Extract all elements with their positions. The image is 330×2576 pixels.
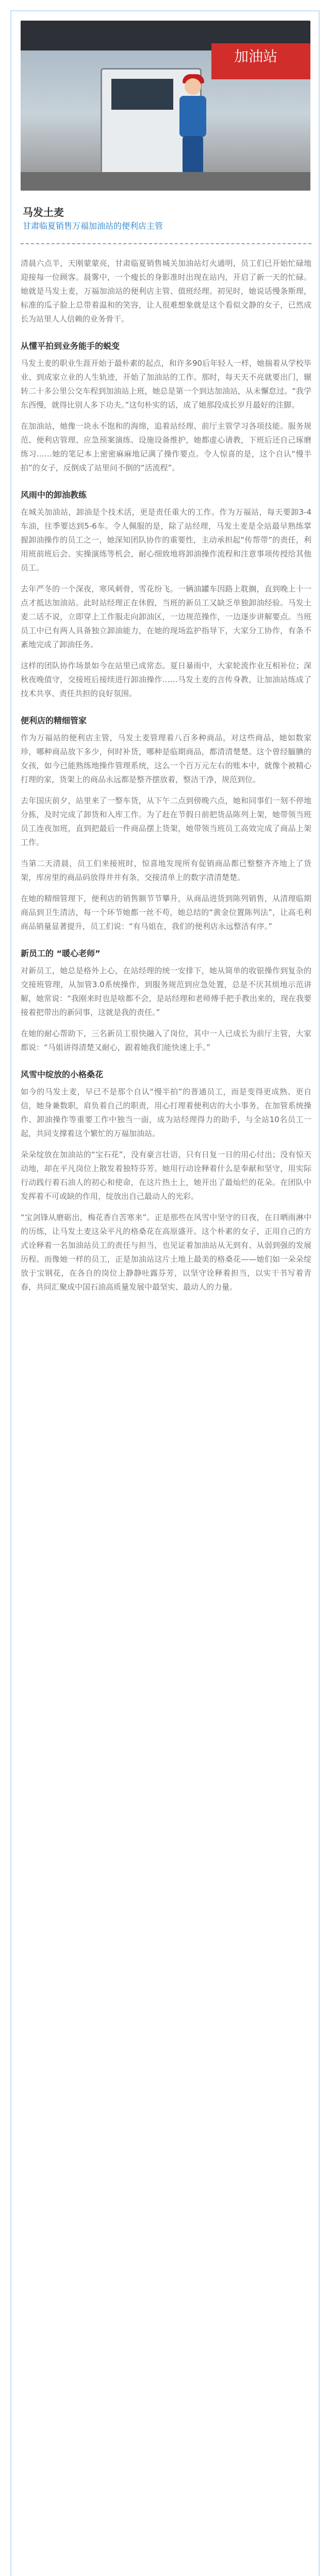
- profile-name: 马发土麦: [23, 206, 64, 218]
- paragraph: 去年国庆前夕，站里来了一整车货，从下午二点到傍晚六点，她和同事们一刻不停地分拣，及时完成了卸货和入库工作。为了赶在节假日前把货品陈列上架，她带领当班员工连夜加班，直到把最后一件商品摆上货架，她带领当班员工高效完成了商品上架工作。: [21, 796, 311, 847]
- paragraph: 马发土麦的职业生涯开始于最朴素的起点，和许多90后年轻人一样，她揣着从学校毕业、到成家立业的人生轨迹，开始了加油站的工作。那时，每天天不亮就要出门，辗转二十多公里公交车程到加油站上班，她总是第一个到达加油站，从未懈怠过。“我学东西慢，就得比别人多下功夫。”这句朴实的话，成了她那段成长岁月最好的注脚。: [21, 359, 311, 410]
- article-card: [10, 10, 320, 2576]
- profile-subtitle: 甘肃临夏销售万福加油站的便利店主管: [23, 221, 163, 231]
- section-heading: 新员工的 “暖心老师”: [21, 948, 101, 958]
- paragraph: 在她的耐心帮助下，三名新员工很快融入了岗位，其中一人已成长为前厅主管，大家都说：“马姐讲得清楚又耐心，跟着她我们能快速上手。”: [21, 1029, 311, 1052]
- worker-legs: [183, 136, 203, 174]
- paragraph: 这样的团队协作场景如今在站里已成常态。夏日暴雨中，大家轮流作业互相补位；深秋夜晚值守，交接班后接续进行卸油操作……马发土麦的言传身教，让加油站练成了技术共享、责任共担的良好氛围。: [21, 661, 311, 698]
- paragraph: 去年严冬的一个深夜，寒风刺骨，雪花纷飞。一辆油罐车因路上耽搁，直到晚上十一点才抵达加油站。此时站经理正在休假，当班的新员工又缺乏单独卸油经验。马发土麦二话不说，立即穿上工作服走向卸油区，一边规范操作，一边逐步讲解要点。当班员工中已有两人具备独立卸油能力，在她的现场监护指导下，大家分工协作，有条不紊地完成了卸油任务。: [21, 584, 311, 649]
- section-heading: 便利店的精细管家: [21, 716, 87, 725]
- paragraph: 作为万福站的便利店主管，马发土麦管理着八百多种商品，对这些商品，她如数家珍，哪种商品放下多少，何时补货，哪种是临期商品，都清清楚楚。这个曾经腼腆的女孩，如今已能熟练地操作管理系统，这么一个百万元左右的账本中，就像个被精心打理的家，货架上的商品永远都是整齐摆放着，整洁干净，规范到位。: [21, 733, 311, 784]
- paragraph: 在她的精细管理下，便利店的销售额节节攀升，从商品进货到陈列销售，从清理临期商品到卫生清洁，每一个环节她都一丝不苟，她总结的“黄金位置陈列法”，让高毛利商品销量显著提升，员工们说：“有马姐在，我们的便利店永远整洁有序。”: [21, 894, 311, 931]
- section-divider: [21, 243, 311, 244]
- header-photo: [21, 21, 310, 191]
- station-ground: [21, 172, 310, 191]
- pump-screen: [111, 79, 173, 110]
- paragraph: 在城关加油站，卸油是个技术活，更是责任重大的工作。作为万福站，每天要卸3-4车油，往季要达到5-6车。令人佩服的是，除了站经理，马发土麦是全站最早熟练掌握卸油操作的员工之一，她深知团队协作的重要性，主动承担起“传帮带”的责任，利用班前班后会、实操演练等机会，耐心细致地将卸油操作流程和注意事项传授给其他员工。: [21, 507, 311, 572]
- worker-figure: [175, 78, 211, 174]
- paragraph: 清晨六点半，天刚蒙蒙亮，甘肃临夏销售城关加油站灯火通明，员工们已开始忙碌地迎接每一位顾客。晨雾中，一个瘦长的身影准时出现在站内，开启了新一天的忙碌。她就是马发土麦，万福加油站的便利店主管、值班经理。初见时，她说话慢条斯理，标准的瓜子脸上总带着温和的笑容，让人很难想象就是这个看似文静的女子，已然成长为站里人人信赖的业务骨干。: [21, 259, 311, 324]
- paragraph: 当第二天清晨，员工们来接班时，惊喜地发现所有促销商品都已整整齐齐地上了货架，库房里的商品码放得井井有条，交接清单上的数字清清楚楚。: [21, 859, 311, 882]
- paragraph: 如今的马发土麦，早已不是那个自认“慢半拍”的普通员工，而是变得更成熟、更自信，她身兼数职，肩负着自己的职责，用心打理着便利店的大小事务，在加管系统操作、卸油操作等重要工作中独当一面，成为站经理得力的助手，与全站10名员工一起，共同支撑着这个繁忙的万福加油站。: [21, 1087, 311, 1138]
- paragraph: 朵朵绽放在加油站的“宝石花”，没有豪言壮语，只有日复一日的用心付出；没有惊天动地，却在平凡岗位上散发着独特芬芳。她用行动诠释着什么是奉献和坚守，用实际行动践行着石油人的初心和使命，在这片热土上，她开出了最灿烂的花朵。在团队中发挥着不可或缺的作用，绽放出自己最动人的光彩。: [21, 1150, 311, 1201]
- section-heading: 风雪中绽放的小格桑花: [21, 1070, 104, 1079]
- station-sign: [211, 43, 310, 79]
- paragraph: 在加油站，她像一块永不饱和的海绵，追着站经理、前厅主管学习各项技能。服务规范、便利店管理、应急预案演练、设施设备维护，她都虚心请教，下班后还自己琢磨练习……她的笔记本上密密麻麻地记满了操作要点。令人惊喜的是，这个自认“慢半拍”的女子，反倒成了站里问不倒的“活流程”。: [21, 421, 311, 472]
- paragraph: 对新员工，她总是格外上心，在站经理的统一安排下，她从简单的收银操作到复杂的交接班管理，从加管3.0系统操作，到服务规范到应急处置，总是不厌其烦地示范讲解，她常说：“我刚来时也是啥都不会，是站经理和老师傅手把手教出来的，现在我要接着把带出的新同事，这就是我的责任。”: [21, 966, 311, 1017]
- paragraph: “宝剑锋从磨砺出，梅花香自苦寒来”。正是那些在风雪中坚守的日夜，在日晒雨淋中的历练，让马发土麦这朵平凡的格桑花在高原盛开。这个朴素的女子，正用自己的方式诠释着一名加油站员工的责任与担当，也见证着加油站从无到有、从弱到强的发展历程。而像她一样的员工，正是加油站这片土地上最美的格桑花——她们如一朵朵绽放于宝钢花，在各自的岗位上静静吐露芬芳，以坚守诠释着担当，以实干书写着青春，共同汇聚成中国石油高质量发展中最坚实、最动人的力量。: [21, 1213, 311, 1292]
- section-heading: 风雨中的卸油教练: [21, 490, 87, 500]
- article-content: [21, 257, 311, 1301]
- worker-head: [185, 78, 201, 95]
- station-sign-text: 加油站: [234, 48, 278, 65]
- section-heading: 从懂平拍到业务能手的蜕变: [21, 341, 120, 351]
- worker-body: [179, 96, 206, 137]
